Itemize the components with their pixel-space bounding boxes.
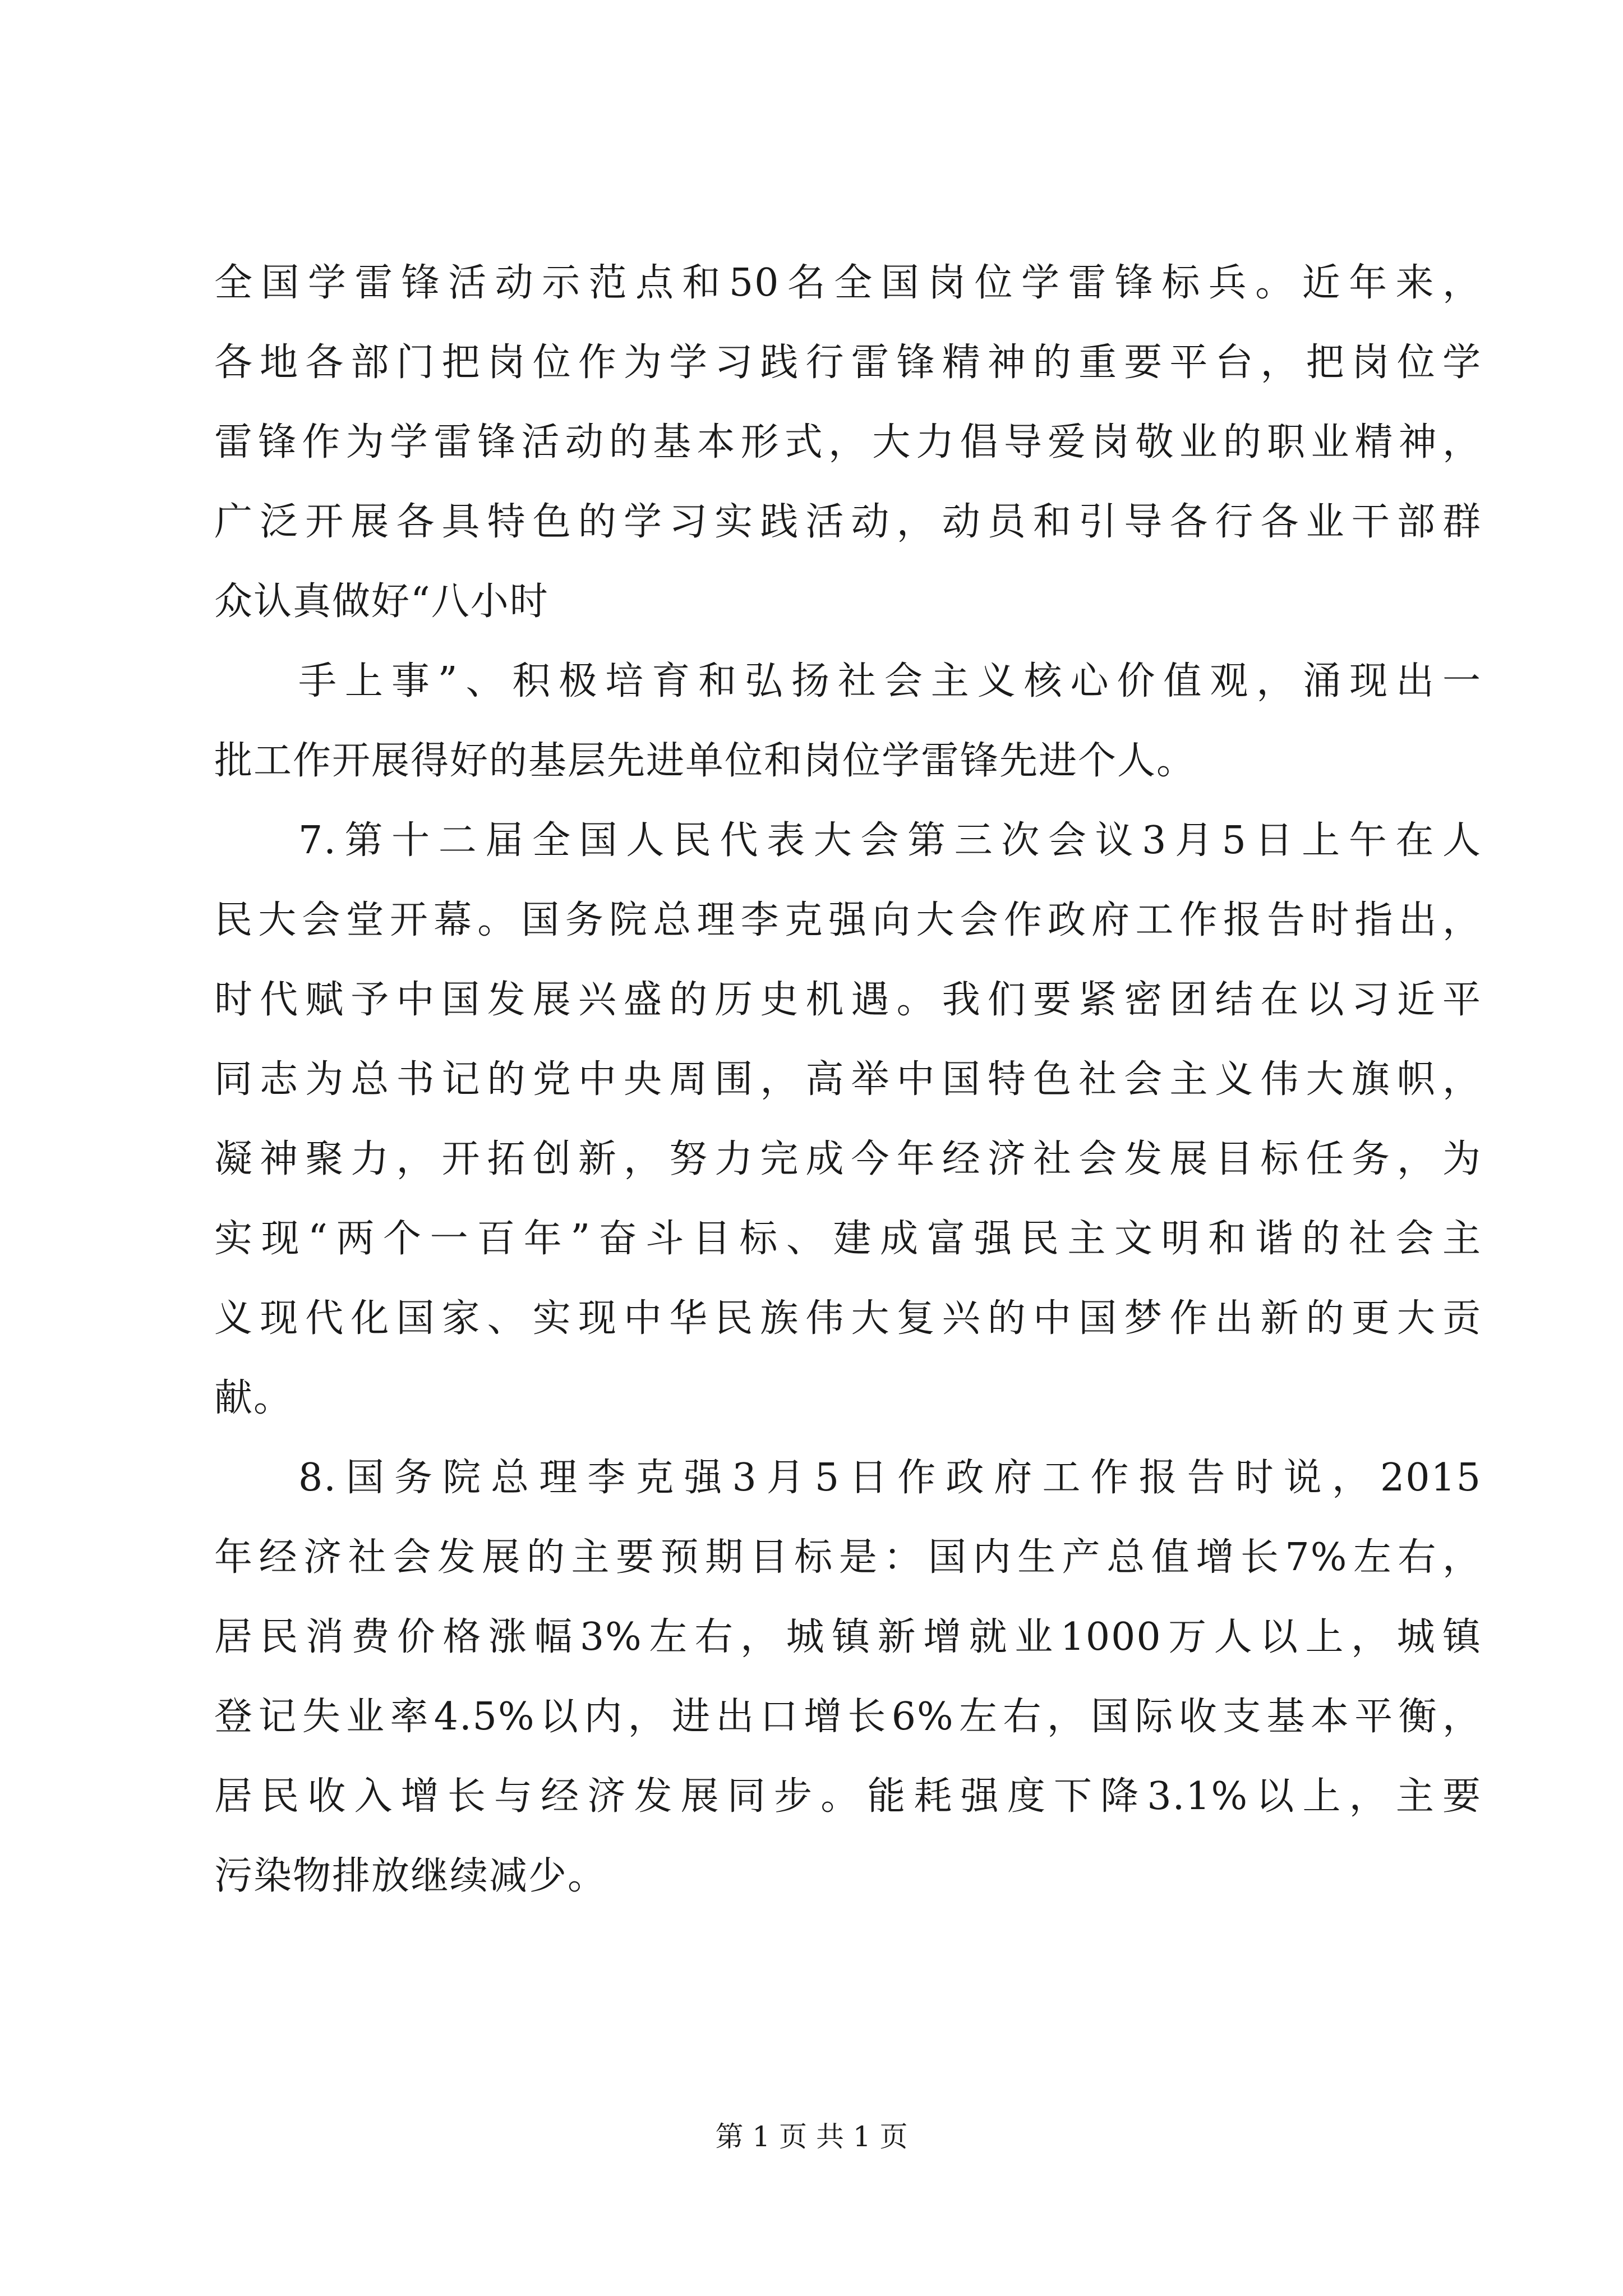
text-line: 雷锋作为学雷锋活动的基本形式，大力倡导爱岗敬业的职业精神， <box>214 420 1482 464</box>
text-line: 年经济社会发展的主要预期目标是：国内生产总值增长7%左右， <box>214 1535 1482 1580</box>
text-line: 批工作开展得好的基层先进单位和岗位学雷锋先进个人。 <box>214 739 1196 783</box>
text-line: 凝神聚力，开拓创新，努力完成今年经济社会发展目标任务，为 <box>214 1137 1482 1181</box>
text-line: 8.国务院总理李克强3月5日作政府工作报告时说，2015 <box>298 1456 1482 1500</box>
text-line: 居民消费价格涨幅3%左右，城镇新增就业1000万人以上，城镇 <box>214 1615 1482 1659</box>
text-line: 民大会堂开幕。国务院总理李克强向大会作政府工作报告时指出， <box>214 898 1482 942</box>
text-line: 实现“两个一百年”奋斗目标、建成富强民主文明和谐的社会主 <box>214 1217 1482 1261</box>
text-line: 时代赋予中国发展兴盛的历史机遇。我们要紧密团结在以习近平 <box>214 978 1482 1022</box>
text-line: 广泛开展各具特色的学习实践活动，动员和引导各行各业干部群 <box>214 500 1482 544</box>
text-line: 污染物排放继续减少。 <box>214 1854 607 1898</box>
text-line: 全国学雷锋活动示范点和50名全国岗位学雷锋标兵。近年来， <box>214 261 1482 305</box>
text-line: 同志为总书记的党中央周围，高举中国特色社会主义伟大旗帜， <box>214 1057 1482 1102</box>
text-line: 手上事”、积极培育和弘扬社会主义核心价值观，涌现出一 <box>298 659 1482 703</box>
body-text <box>214 259 1482 1932</box>
text-line: 7.第十二届全国人民代表大会第三次会议3月5日上午在人 <box>298 818 1482 863</box>
text-line: 各地各部门把岗位作为学习践行雷锋精神的重要平台，把岗位学 <box>214 341 1482 385</box>
text-line: 众认真做好“八小时 <box>214 579 549 624</box>
text-line: 义现代化国家、实现中华民族伟大复兴的中国梦作出新的更大贡 <box>214 1296 1482 1341</box>
page-number-footer: 第 1 页 共 1 页 <box>715 2120 908 2153</box>
text-line: 居民收入增长与经济发展同步。能耗强度下降3.1%以上，主要 <box>214 1774 1482 1819</box>
text-line: 登记失业率4.5%以内，进出口增长6%左右，国际收支基本平衡， <box>214 1695 1482 1739</box>
text-line: 献。 <box>214 1376 293 1420</box>
